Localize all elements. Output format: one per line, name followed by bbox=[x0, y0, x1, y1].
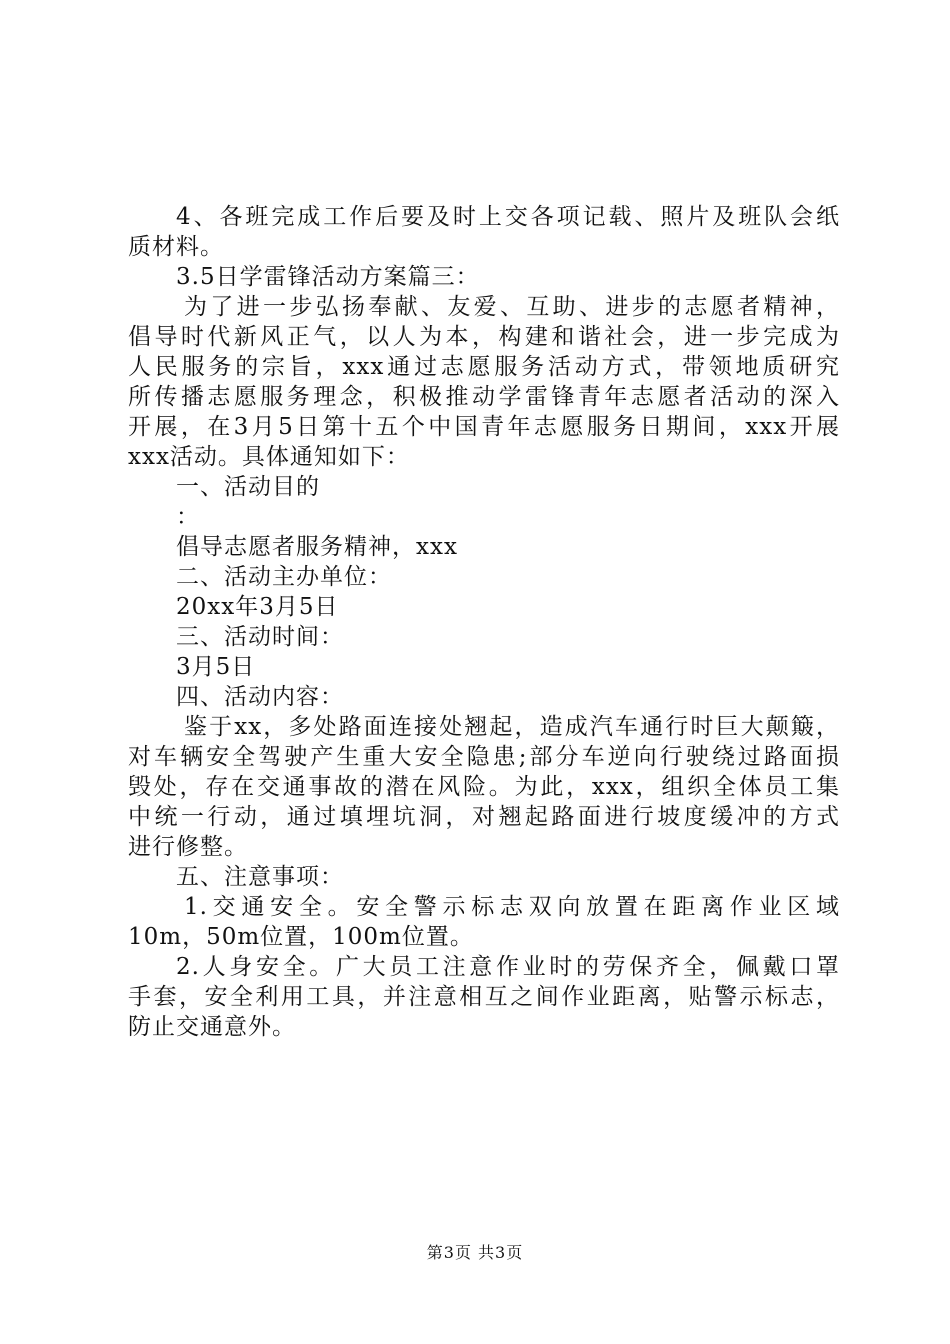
paragraph-line: 手套，安全利用工具，并注意相互之间作业距离，贴警示标志， bbox=[128, 984, 840, 1010]
paragraph-line: 开展，在3月5日第十五个中国青年志愿服务日期间，xxx开展 bbox=[128, 414, 840, 440]
paragraph-line: 进行修整。 bbox=[128, 834, 248, 860]
paragraph-line: 倡导时代新风正气，以人为本，构建和谐社会，进一步完成为 bbox=[128, 324, 840, 350]
paragraph-line: 倡导志愿者服务精神，xxx bbox=[176, 534, 458, 560]
paragraph-line: 质材料。 bbox=[128, 234, 224, 260]
paragraph-line: 防止交通意外。 bbox=[128, 1014, 296, 1040]
paragraph-line: ： bbox=[176, 504, 200, 530]
section-heading: 一、活动目的 bbox=[176, 474, 320, 500]
paragraph-line: 1.交通安全。安全警示标志双向放置在距离作业区域 bbox=[184, 894, 840, 920]
section-heading: 三、活动时间： bbox=[176, 624, 344, 650]
paragraph-line: 2.人身安全。广大员工注意作业时的劳保齐全，佩戴口罩 bbox=[176, 954, 840, 980]
paragraph-line: 人民服务的宗旨，xxx通过志愿服务活动方式，带领地质研究 bbox=[128, 354, 840, 380]
page-footer: 第3页 共3页 bbox=[426, 1243, 524, 1262]
paragraph-line: 20xx年3月5日 bbox=[176, 594, 339, 620]
paragraph-line: 4、各班完成工作后要及时上交各项记载、照片及班队会纸 bbox=[176, 204, 840, 230]
paragraph-line: 鉴于xx，多处路面连接处翘起，造成汽车通行时巨大颠簸， bbox=[184, 714, 840, 740]
paragraph-line: 中统一行动，通过填埋坑洞，对翘起路面进行坡度缓冲的方式 bbox=[128, 804, 840, 830]
section-heading: 二、活动主办单位： bbox=[176, 564, 392, 590]
section-heading: 五、注意事项： bbox=[176, 864, 344, 890]
paragraph-line: 为了进一步弘扬奉献、友爱、互助、进步的志愿者精神， bbox=[184, 294, 840, 320]
section-heading: 3.5日学雷锋活动方案篇三： bbox=[176, 264, 480, 290]
paragraph-line: 毁处，存在交通事故的潜在风险。为此，xxx，组织全体员工集 bbox=[128, 774, 840, 800]
section-heading: 四、活动内容： bbox=[176, 684, 344, 710]
paragraph-line: 所传播志愿服务理念，积极推动学雷锋青年志愿者活动的深入 bbox=[128, 384, 840, 410]
paragraph-line: 3月5日 bbox=[176, 654, 256, 680]
paragraph-line: 10m，50m位置，100m位置。 bbox=[128, 924, 474, 950]
paragraph-line: xxx活动。具体通知如下： bbox=[128, 444, 410, 470]
paragraph-line: 对车辆安全驾驶产生重大安全隐患;部分车逆向行驶绕过路面损 bbox=[128, 744, 840, 770]
document-body bbox=[128, 202, 840, 1042]
